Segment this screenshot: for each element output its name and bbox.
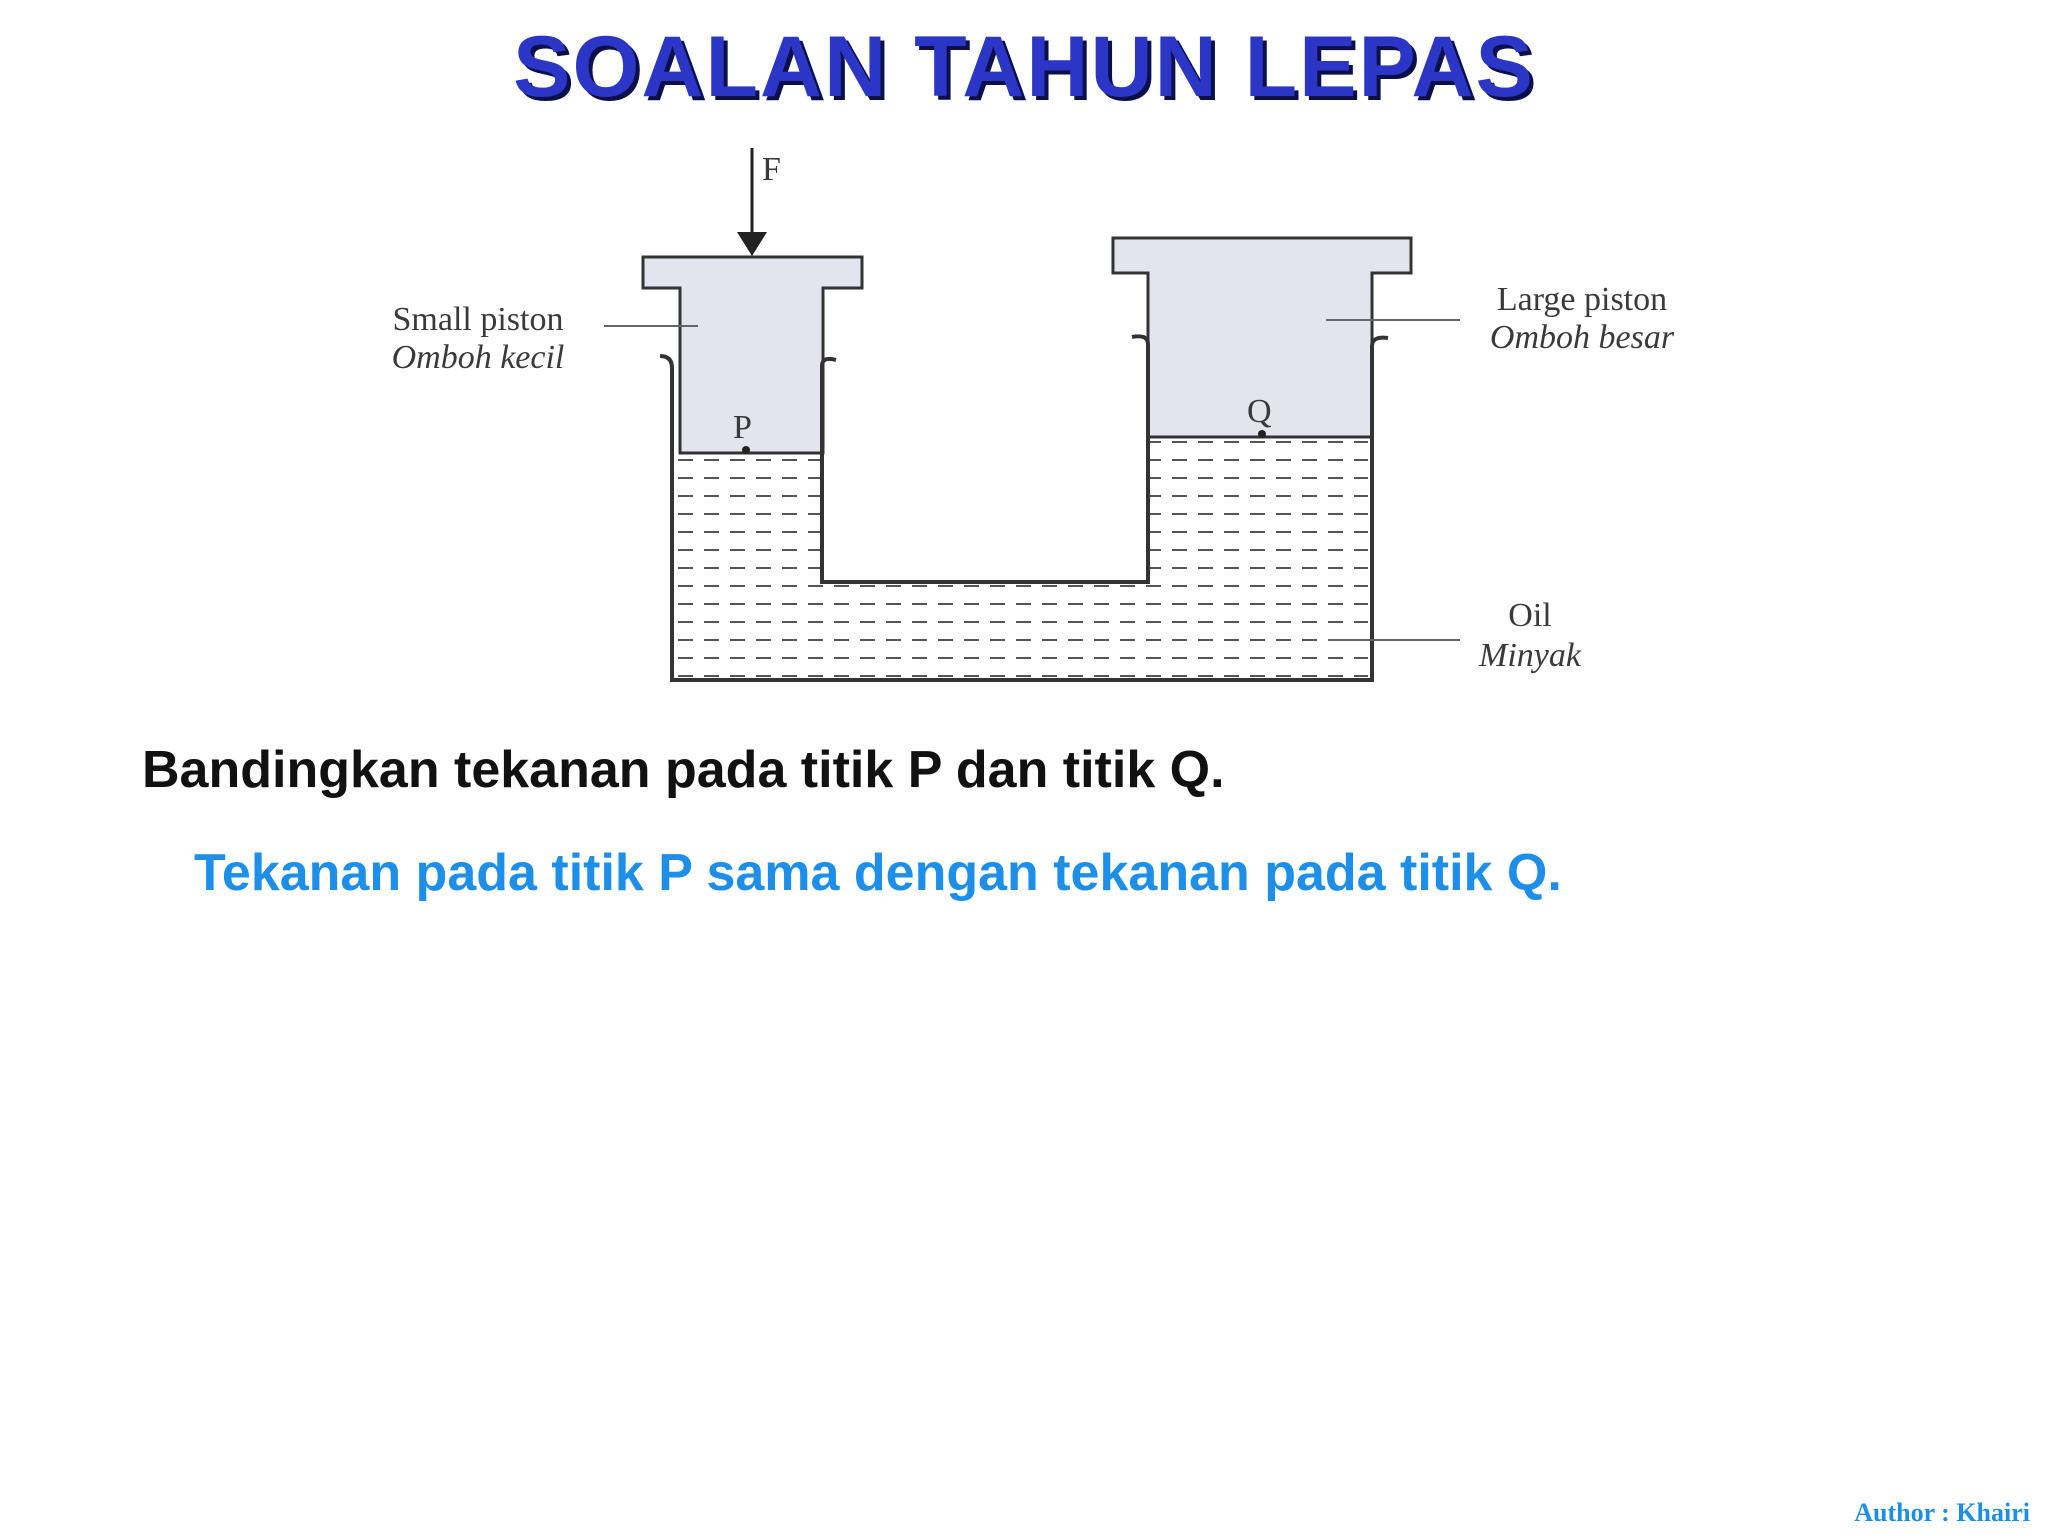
container-inner-wall — [822, 344, 1148, 582]
point-p-label: P — [733, 409, 752, 446]
small-cylinder-lip-left — [660, 356, 672, 368]
oil-label-ms: Minyak — [1479, 637, 1581, 674]
oil-dashes — [672, 437, 1368, 677]
point-p-dot — [742, 446, 750, 454]
question-text: Bandingkan tekanan pada titik P dan titik Q. — [142, 741, 1225, 799]
large-piston-label: Large piston — [1496, 281, 1668, 318]
force-arrowhead — [737, 232, 767, 256]
small-piston — [643, 257, 862, 453]
force-label: F — [762, 151, 781, 188]
author-credit: Author : Khairi — [1854, 1498, 2030, 1527]
oil-label: Oil — [1508, 597, 1552, 634]
slide-title: SOALAN TAHUN LEPAS — [513, 19, 1535, 115]
hydraulic-press-diagram — [0, 0, 2048, 720]
large-cylinder-lip-right — [1372, 338, 1388, 346]
point-q-dot — [1258, 430, 1266, 438]
point-q-label: Q — [1247, 393, 1272, 430]
large-piston-label-ms: Omboh besar — [1489, 319, 1675, 356]
answer-text: Tekanan pada titik P sama dengan tekanan pada titik Q. — [194, 844, 1562, 902]
small-piston-label: Small piston — [392, 301, 564, 338]
large-cylinder-lip-left — [1132, 336, 1148, 344]
small-piston-label-ms: Omboh kecil — [391, 339, 565, 376]
